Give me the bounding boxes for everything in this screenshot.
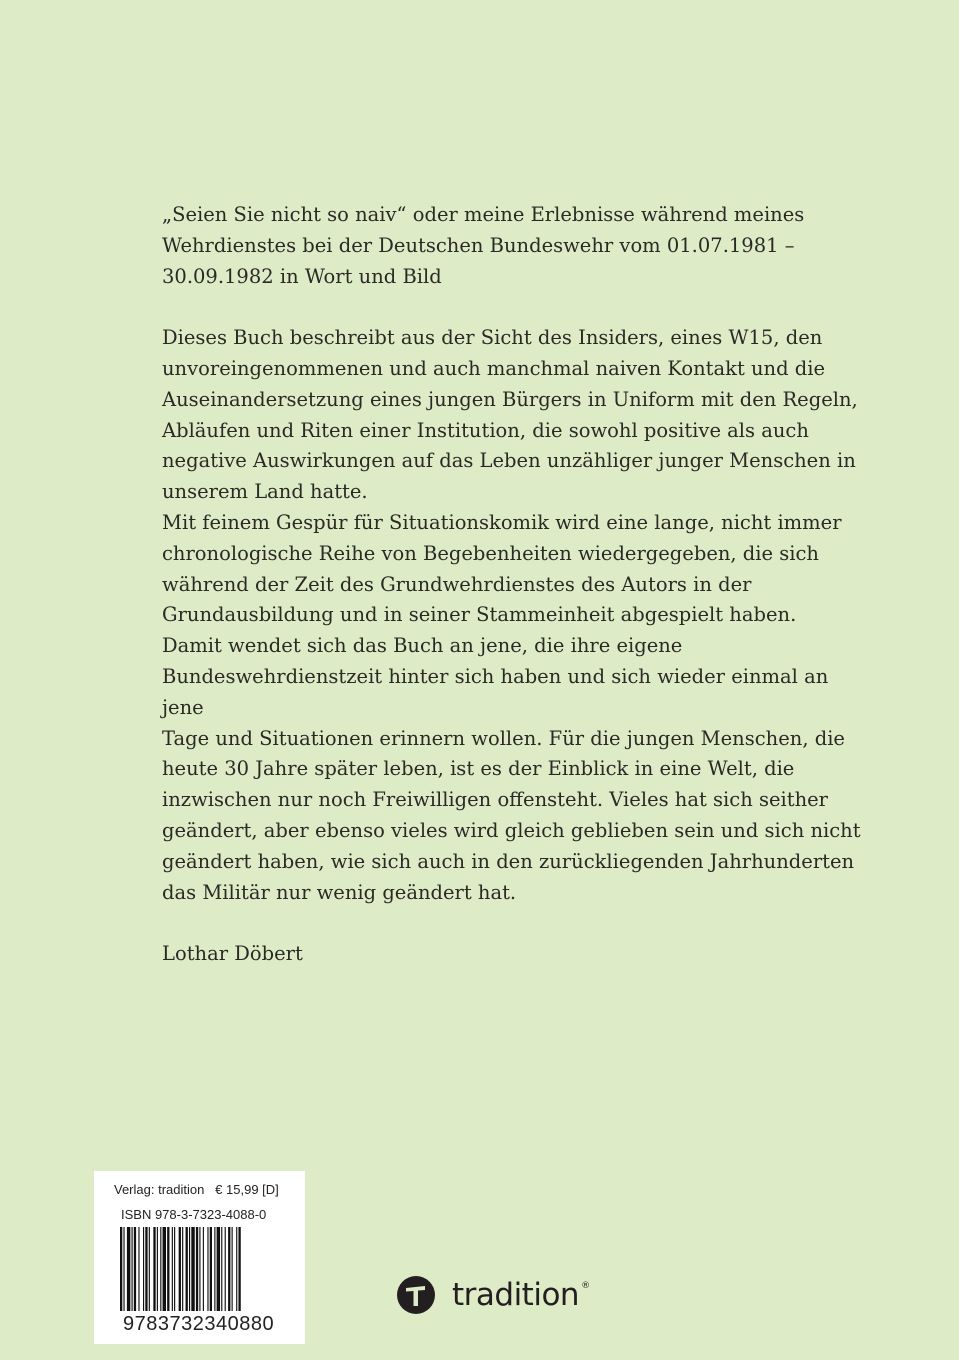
isbn-label: ISBN 978-3-7323-4088-0 [121,1207,267,1222]
logo-wordmark: tradition [452,1277,580,1313]
blurb-title-paragraph: „Seien Sie nicht so naiv“ oder meine Erlebnisse während meines Wehrdienstes bei der Deutschen Bundeswehr vom 01.07.1981 – 30.09.1982 in Wort und Bild [162,203,805,288]
isbn-barcode-box [94,1171,305,1344]
barcode-bars [120,1227,278,1311]
tradition-logo-icon [396,1275,436,1315]
publisher-price-label: Verlag: tradition € 15,99 [D] [114,1182,279,1197]
blurb-paragraph-3: Damit wendet sich das Buch an jene, die ihre eigene Bundeswehrdienstzeit hinter sich haben und sich wieder einmal an jene Tage und Situationen erinnern wollen. Für die jungen Menschen, die heute 30 Jahre später leben, ist es der Einblick in eine Welt, die inzwischen nur noch Freiwilligen offensteht. Vieles hat sich seither geändert, aber ebenso vieles wird gleich geblieben sein und sich nicht geändert haben, wie sich auch in den zurückliegenden Jahrhunderten das Militär nur wenig geändert hat. [162,634,861,904]
blurb-paragraph-2: Mit feinem Gespür für Situationskomik wird eine lange, nicht immer chronologische Reihe von Begebenheiten wiedergegeben, die sich während der Zeit des Grundwehrdienstes des Autors in der Grundausbildung und in seiner Stammeinheit abgespielt haben. [162,510,842,627]
back-cover-blurb [162,200,862,970]
author-name: Lothar Döbert [162,942,303,966]
barcode-digits: 9783732340880 [123,1313,275,1335]
registered-mark: ® [581,1281,591,1291]
publisher-logo [396,1273,590,1317]
blurb-paragraph-1: Dieses Buch beschreibt aus der Sicht des Insiders, eines W15, den unvoreingenommenen und auch manchmal naiven Kontakt und die Auseinandersetzung eines jungen Bürgers in Uniform mit den Regeln, Abläufen und Riten einer Institution, die sowohl positive als auch negative Auswirkungen auf das Leben unzähliger junger Menschen in unserem Land hatte. [162,326,858,504]
